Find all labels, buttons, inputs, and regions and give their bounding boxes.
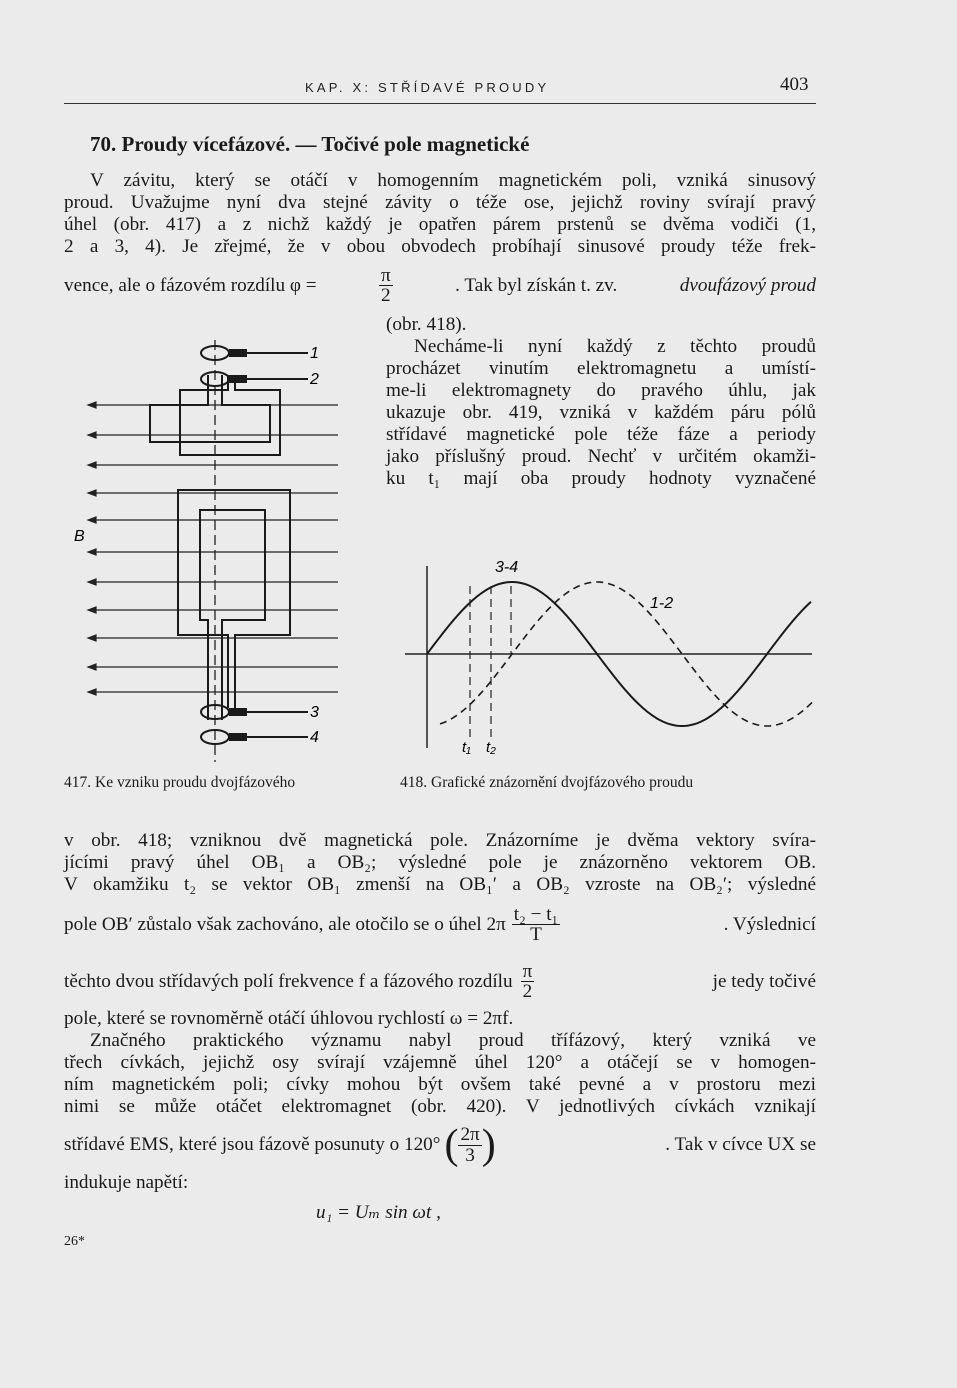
- label-3-4: 3-4: [495, 559, 519, 576]
- label-2: 2: [310, 371, 319, 388]
- intro-line-5: [64, 266, 816, 305]
- body-line-5: [64, 962, 816, 1001]
- phase-fraction-denominator: 2: [381, 285, 391, 307]
- equation: u₁ = Uₘ sin ωt ,: [316, 1202, 441, 1223]
- figure-417-caption: 417. Ke vzniku proudu dvojfázového: [64, 774, 296, 791]
- body-line-4-a: pole OB′ zůstalo však zachováno, ale otočilo se o úhel 2π: [64, 913, 506, 935]
- figure-418: [400, 556, 816, 760]
- page-number: 403: [780, 74, 809, 95]
- intro-line-3: úhel (obr. 417) a z nichž každý je opatřen párem prstenů se dvěma vodiči (1,: [64, 214, 816, 235]
- body-line-2: jícími pravý úhel OB₁ a OB₂; výsledné pole je znázorněno vektorem OB.: [64, 852, 816, 873]
- body-line-10: nimi se může otáčet elektromagnet (obr. 420). V jednotlivých cívkách vznikají: [64, 1096, 816, 1117]
- right-line-6: střídavé magnetické pole téže fáze a periody: [386, 424, 816, 445]
- field-arrows: [88, 402, 338, 695]
- body-paragraph-2: [64, 830, 816, 896]
- label-1-2: 1-2: [650, 595, 674, 612]
- label-1: 1: [310, 345, 319, 362]
- body-line-11: [64, 1124, 816, 1166]
- label-4: 4: [310, 729, 319, 746]
- angle-fraction-numerator: t₂ − t₁: [513, 904, 559, 925]
- left-paren: (: [444, 1122, 459, 1168]
- shift-fraction: [458, 1125, 481, 1164]
- body-line-8: třech cívkách, jejichž osy svírají vzájemně úhel 120° a otáčejí se v homogen-: [64, 1052, 816, 1073]
- intro-line-5-c: dvoufázový proud: [679, 274, 816, 296]
- intro-line-5-a: vence, ale o fázovém rozdílu φ =: [64, 274, 317, 296]
- body-line-7: Značného praktického významu nabyl proud třífázový, který vzniká ve: [90, 1030, 816, 1051]
- body-line-1: v obr. 418; vzniknou dvě magnetická pole. Znázorníme je dvěma vektory svíra-: [64, 830, 816, 851]
- label-t1: t₁: [462, 739, 471, 756]
- body-line-4-b: . Výslednicí: [723, 913, 816, 935]
- body-line-12: indukuje napětí:: [64, 1172, 189, 1193]
- body-paragraph-3: [64, 1008, 816, 1118]
- phase-fraction-2-numerator: π: [522, 961, 533, 982]
- label-3: 3: [310, 704, 319, 721]
- body-line-5-b: je tedy točivé: [712, 970, 816, 992]
- coil-3-4: [178, 490, 290, 720]
- right-line-7: jako příslušný proud. Nechť v určitém okamži-: [386, 446, 816, 467]
- shift-fraction-denominator: 3: [465, 1144, 475, 1166]
- figure-418-caption: 418. Grafické znázornění dvojfázového proudu: [400, 774, 694, 791]
- body-line-9: ním magnetickém poli; cívky mohou být ovšem také pevné a v prostoru mezi: [64, 1074, 816, 1095]
- body-line-3: V okamžiku t₂ se vektor OB₁ zmenší na OB₁′ a OB₂ vzroste na OB₂′; výsledné: [64, 874, 816, 895]
- phase-fraction: [379, 266, 393, 305]
- label-t2: t₂: [486, 739, 496, 756]
- body-line-4: [64, 905, 816, 944]
- intro-line-4: 2 a 3, 4). Je zřejmé, že v obou obvodech probíhají sinusové proudy téže frek-: [64, 236, 816, 257]
- angle-fraction: [512, 905, 560, 944]
- body-line-5-a: těchto dvou střídavých polí frekvence f a fázového rozdílu: [64, 970, 513, 992]
- intro-paragraph: [64, 170, 816, 258]
- right-line-1: (obr. 418).: [386, 314, 467, 335]
- figure-417: [60, 330, 350, 765]
- signature-mark: 26*: [64, 1234, 85, 1249]
- right-column-text: [386, 314, 816, 490]
- running-head: KAP. X: STŘÍDAVÉ PROUDY: [305, 80, 550, 95]
- body-line-11-b: . Tak v cívce UX se: [665, 1134, 816, 1155]
- intro-line-5-b: . Tak byl získán t. zv.: [455, 274, 618, 296]
- label-B: B: [74, 528, 85, 545]
- phase-fraction-2: [521, 962, 535, 1001]
- intro-line-2: proud. Uvažujme nyní dva stejné závity o téže ose, jejichž roviny svírají pravý: [64, 192, 816, 213]
- section-title: 70. Proudy vícefázové. — Točivé pole magnetické: [90, 132, 530, 156]
- phase-fraction-numerator: π: [380, 265, 391, 286]
- right-line-2: Necháme-li nyní každý z těchto proudů: [414, 336, 816, 357]
- right-line-5: ukazuje obr. 419, vzniká v každém páru pólů: [386, 402, 816, 423]
- right-line-3: procházet vinutím elektromagnetu a umístí-: [386, 358, 816, 379]
- intro-line-1: V závitu, který se otáčí v homogenním magnetickém poli, vzniká sinusový: [90, 170, 816, 191]
- shift-fraction-numerator: 2π: [460, 1124, 480, 1146]
- right-line-4: me-li elektromagnety do pravého úhlu, jak: [386, 380, 816, 401]
- header-rule: [64, 103, 816, 104]
- body-line-6: pole, které se rovnoměrně otáčí úhlovou rychlostí ω = 2πf.: [64, 1008, 514, 1029]
- right-line-8: ku t₁ mají oba proudy hodnoty vyznačené: [386, 468, 816, 489]
- right-paren: ): [481, 1122, 496, 1168]
- body-line-11-a: střídavé EMS, které jsou fázově posunuty o 120°: [64, 1134, 441, 1155]
- phase-fraction-2-denominator: 2: [522, 981, 533, 1003]
- angle-fraction-denominator: T: [530, 924, 542, 946]
